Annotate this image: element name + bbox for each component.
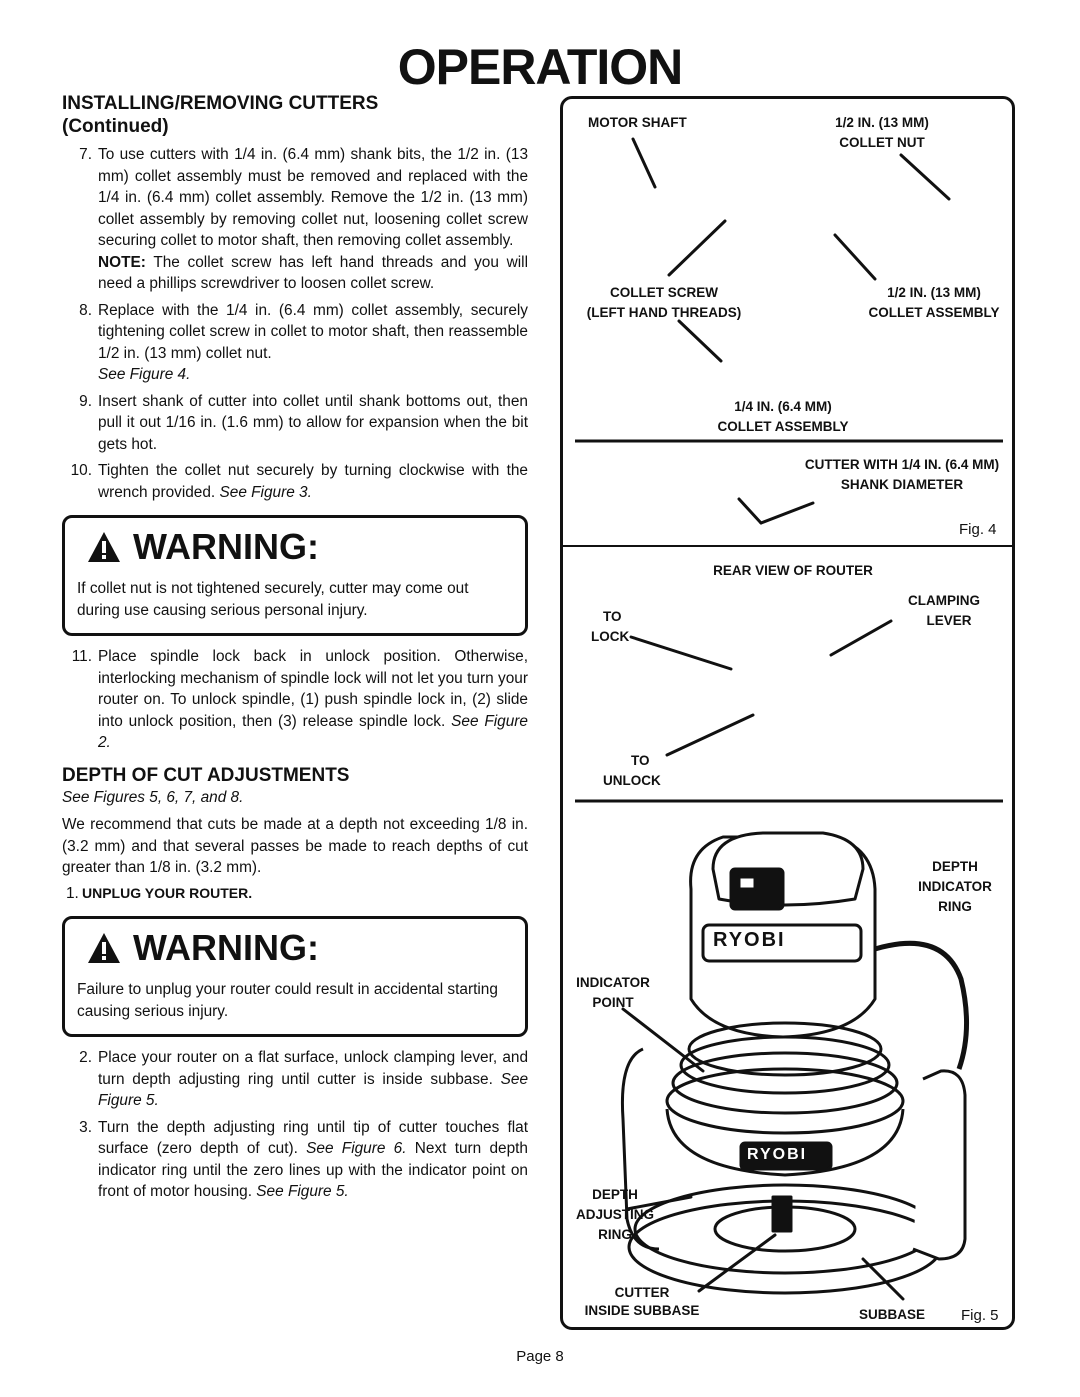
step-text: Place your router on a flat surface, unlock clamping lever, and turn depth adjusting ring until cutter is inside subbase. — [98, 1049, 528, 1088]
step-10 — [62, 460, 528, 503]
step-number: 11. — [71, 648, 92, 665]
label-collet-assembly-size: 1/2 IN. (13 MM) — [887, 285, 981, 300]
label-cutter: CUTTER — [614, 1285, 670, 1300]
label-motor-shaft: MOTOR SHAFT — [588, 115, 687, 130]
section-title-continued: (Continued) — [62, 116, 169, 137]
warning-triangle-icon — [87, 531, 121, 563]
step-number: 10. — [70, 462, 92, 479]
section-title-installing: INSTALLING/REMOVING CUTTERS — [62, 93, 379, 114]
warning-heading: WARNING: — [133, 526, 319, 568]
note-label: NOTE: — [98, 253, 146, 271]
figure-reference: See Figure 2. — [98, 712, 528, 751]
step-2 — [62, 1047, 528, 1112]
step-text: Insert shank of cutter into collet until shank bottoms out, then pull it out 1/16 in. (1.6 mm) to allow for expansion when the bit gets hot. — [98, 392, 528, 453]
label-small-collet-size: 1/4 IN. (6.4 MM) — [734, 399, 832, 414]
figure-4-caption: Fig. 4 — [959, 521, 997, 538]
step-9 — [62, 391, 528, 456]
section-title-depth: DEPTH OF CUT ADJUSTMENTS — [62, 764, 350, 786]
step-number: 3. — [79, 1118, 92, 1136]
instructions-column — [62, 92, 528, 1208]
warning-text: If collet nut is not tightened securely, cutter may come out during use causing serious personal injury. — [77, 580, 469, 619]
step-text: Turn the depth adjusting ring until tip of cutter touches flat surface (zero depth of cut). — [98, 1118, 528, 1157]
see-figures-reference: See Figures 5, 6, 7, and 8. — [62, 788, 244, 806]
step-number: 8. — [79, 301, 92, 319]
page-title: OPERATION — [397, 39, 683, 95]
label-indicator: INDICATOR — [576, 975, 650, 990]
label-depth-adjusting-1: DEPTH — [592, 1187, 638, 1202]
label-subbase: SUBBASE — [859, 1307, 926, 1322]
step-unplug — [62, 883, 528, 905]
step-text: Replace with the 1/4 in. (6.4 mm) collet assembly, securely tightening collet screw in collet to motor shaft, then reassemble 1/2 in. (13 mm) collet nut. — [98, 301, 528, 362]
figure-reference: See Figure 3. — [219, 483, 312, 501]
step-text-continued: Next turn depth indicator ring until the zero lines up with the indicator point on front of motor housing. — [98, 1140, 528, 1200]
step-number: 1. — [66, 884, 79, 902]
step-7 — [62, 144, 528, 295]
warning-heading: WARNING: — [133, 927, 319, 969]
step-text: UNPLUG YOUR ROUTER. — [82, 884, 253, 901]
brand-logo: RYOBI — [713, 929, 786, 951]
label-to-unlock-1: TO — [631, 753, 650, 768]
label-shank-diameter: SHANK DIAMETER — [840, 477, 964, 492]
step-number: 7. — [79, 146, 92, 163]
label-to-unlock-2: UNLOCK — [603, 773, 661, 788]
figure-reference: See Figure 5. — [256, 1183, 349, 1200]
label-depth-adjusting-3: RING — [598, 1227, 632, 1242]
label-collet-nut-size: 1/2 IN. (13 MM) — [835, 115, 929, 130]
step-number: 9. — [79, 392, 92, 410]
depth-intro-paragraph: We recommend that cuts be made at a depth not exceeding 1/8 in. (3.2 mm) and that several passes be made to reach depths of cut greater than 1/8 in. (3.2 mm). — [62, 816, 528, 876]
label-rear-view: REAR VIEW OF ROUTER — [713, 563, 873, 578]
label-lever: LEVER — [926, 613, 972, 628]
figure-5-caption: Fig. 5 — [961, 1307, 999, 1324]
label-depth-adjusting-2: ADJUSTING — [575, 1207, 654, 1222]
warning-box-collet — [62, 515, 528, 636]
label-collet-nut: COLLET NUT — [839, 135, 925, 150]
brand-logo-ring: RYOBI — [747, 1146, 808, 1163]
label-depth-indicator-2: INDICATOR — [918, 879, 992, 894]
step-text: Place spindle lock back in unlock position. Otherwise, interlocking mechanism of spindle lock will not let you turn your router on. To unlock spindle, (1) push spindle lock in, (2) slide into unlock position, then (3) release spindle lock. — [98, 648, 528, 730]
note-text: The collet screw has left hand threads and you will need a phillips screwdriver to loosen collet screw. — [98, 253, 528, 292]
warning-text: Failure to unplug your router could result in accidental starting causing serious injury. — [77, 981, 498, 1020]
label-clamping: CLAMPING — [908, 593, 980, 608]
label-to-lock-2: LOCK — [591, 629, 630, 644]
step-text: To use cutters with 1/4 in. (6.4 mm) shank bits, the 1/2 in. (13 mm) collet assembly must be removed and replaced with the 1/4 in. (6.4 mm) collet assembly. Remove the 1/2 in. (13 mm) collet assembly by removing collet nut, loosening collet screw securing collet to motor shaft, then removing collet assembly. — [98, 146, 528, 249]
figure-panel — [560, 96, 1015, 1330]
label-small-collet-assembly: COLLET ASSEMBLY — [717, 419, 849, 434]
step-3 — [62, 1117, 528, 1203]
label-point: POINT — [592, 995, 634, 1010]
label-collet-screw: COLLET SCREW — [610, 285, 718, 300]
figure-reference: See Figure 4. — [98, 366, 191, 383]
warning-triangle-icon — [87, 932, 121, 964]
step-11 — [62, 646, 528, 754]
label-to-lock-1: TO — [603, 609, 622, 624]
label-depth-indicator-3: RING — [938, 899, 972, 914]
step-8 — [62, 300, 528, 386]
label-inside-subbase: INSIDE SUBBASE — [584, 1303, 700, 1318]
figure-reference: See Figure 5. — [98, 1070, 529, 1109]
label-collet-assembly: COLLET ASSEMBLY — [868, 305, 1000, 320]
warning-box-unplug — [62, 916, 528, 1037]
label-depth-indicator-1: DEPTH — [932, 859, 978, 874]
step-text: Tighten the collet nut securely by turning clockwise with the wrench provided. — [98, 462, 528, 501]
page-number: Page 8 — [516, 1348, 564, 1365]
step-number: 2. — [79, 1049, 92, 1066]
figure-reference: See Figure 6. — [306, 1140, 407, 1157]
label-left-hand-threads: (LEFT HAND THREADS) — [586, 305, 742, 320]
label-cutter-shank: CUTTER WITH 1/4 IN. (6.4 MM) — [804, 457, 1000, 472]
